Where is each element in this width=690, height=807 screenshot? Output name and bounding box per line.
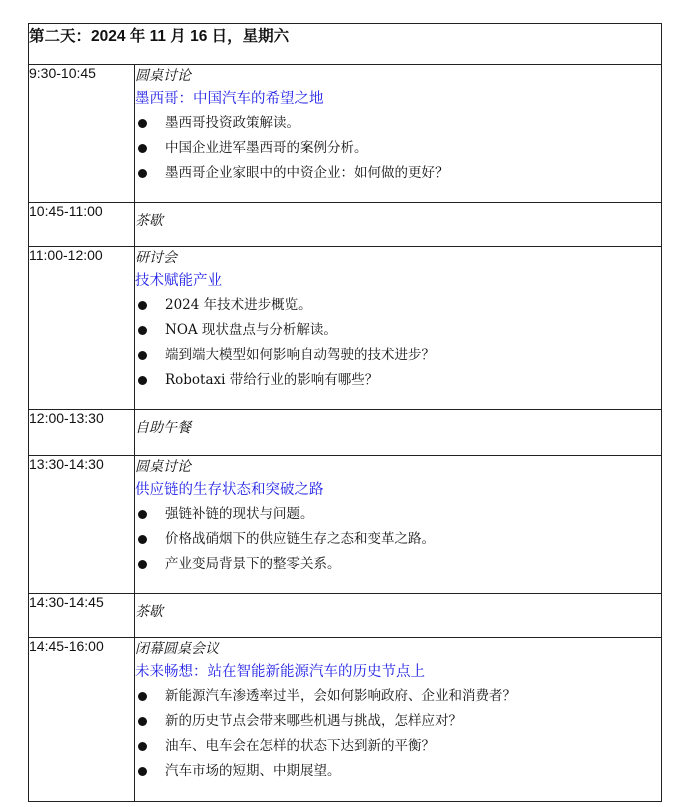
bullet-icon: [138, 351, 147, 360]
bullet-icon: [138, 692, 147, 701]
day-header-row: [29, 24, 662, 65]
session-body: [135, 594, 662, 638]
point-item: [135, 161, 661, 186]
session-points: [135, 111, 661, 186]
point-item: [135, 111, 661, 136]
point-text: 汽车市场的短期、中期展望。: [165, 763, 341, 779]
session-kind: 研讨会: [135, 250, 177, 266]
session-points: [135, 502, 661, 577]
session-row: [29, 65, 662, 203]
point-item: [135, 709, 661, 734]
bullet-icon: [138, 767, 147, 776]
point-item: [135, 552, 661, 577]
session-topic: 技术赋能产业: [135, 273, 222, 289]
point-text: 油车、电车会在怎样的状态下达到新的平衡？: [165, 738, 435, 754]
session-topic: 未来畅想：站在智能新能源汽车的历史节点上: [135, 664, 425, 680]
session-kind: 自助午餐: [135, 420, 191, 436]
bullet-icon: [138, 376, 147, 385]
session-topic: 墨西哥：中国汽车的希望之地: [135, 91, 324, 107]
session-body: [135, 410, 662, 456]
point-text: 新的历史节点会带来哪些机遇与挑战，怎样应对？: [165, 713, 462, 729]
point-text: 2024 年技术进步概览。: [165, 297, 312, 313]
point-text: 中国企业进军墨西哥的案例分析。: [165, 140, 368, 156]
session-body: [135, 247, 662, 410]
session-time: 11:00-12:00: [29, 247, 135, 410]
point-text: 新能源汽车渗透率过半，会如何影响政府、企业和消费者？: [165, 688, 516, 704]
session-time: 9:30-10:45: [29, 65, 135, 203]
session-row: [29, 638, 662, 802]
point-text: 墨西哥投资政策解读。: [165, 115, 300, 131]
point-item: [135, 343, 661, 368]
session-kind: 圆桌讨论: [135, 459, 191, 475]
bullet-icon: [138, 717, 147, 726]
session-kind: 茶歇: [135, 604, 163, 620]
point-text: 产业变局背景下的整零关系。: [165, 556, 341, 572]
session-row: [29, 594, 662, 638]
bullet-icon: [138, 144, 147, 153]
session-time: 13:30-14:30: [29, 456, 135, 594]
point-text: 强链补链的现状与问题。: [165, 506, 314, 522]
bullet-icon: [138, 119, 147, 128]
point-item: [135, 502, 661, 527]
point-text: 价格战硝烟下的供应链生存之态和变革之路。: [165, 531, 435, 547]
session-row: [29, 410, 662, 456]
point-text: Robotaxi 带给行业的影响有哪些？: [165, 372, 379, 388]
point-item: [135, 368, 661, 393]
bullet-icon: [138, 301, 147, 310]
session-row: [29, 247, 662, 410]
point-item: [135, 136, 661, 161]
point-item: [135, 293, 661, 318]
session-row: [29, 203, 662, 247]
session-row: [29, 456, 662, 594]
session-points: [135, 293, 661, 393]
session-topic: 供应链的生存状态和突破之路: [135, 482, 324, 498]
bullet-icon: [138, 560, 147, 569]
session-time: 14:30-14:45: [29, 594, 135, 638]
bullet-icon: [138, 535, 147, 544]
point-text: NOA 现状盘点与分析解读。: [165, 322, 337, 338]
point-item: [135, 684, 661, 709]
session-kind: 圆桌讨论: [135, 68, 191, 84]
bullet-icon: [138, 742, 147, 751]
session-body: [135, 638, 662, 802]
day-header: 第二天：2024 年 11 月 16 日，星期六: [29, 24, 662, 65]
point-item: [135, 759, 661, 784]
session-time: 12:00-13:30: [29, 410, 135, 456]
bullet-icon: [138, 169, 147, 178]
session-body: [135, 456, 662, 594]
session-kind: 茶歇: [135, 213, 163, 229]
bullet-icon: [138, 510, 147, 519]
session-points: [135, 684, 661, 784]
session-kind: 闭幕圆桌会议: [135, 641, 219, 657]
point-item: [135, 527, 661, 552]
session-body: [135, 203, 662, 247]
session-time: 10:45-11:00: [29, 203, 135, 247]
agenda-table: [28, 23, 662, 802]
session-time: 14:45-16:00: [29, 638, 135, 802]
session-body: [135, 65, 662, 203]
point-text: 墨西哥企业家眼中的中资企业：如何做的更好？: [165, 165, 449, 181]
point-item: [135, 734, 661, 759]
bullet-icon: [138, 326, 147, 335]
point-text: 端到端大模型如何影响自动驾驶的技术进步？: [165, 347, 435, 363]
point-item: [135, 318, 661, 343]
